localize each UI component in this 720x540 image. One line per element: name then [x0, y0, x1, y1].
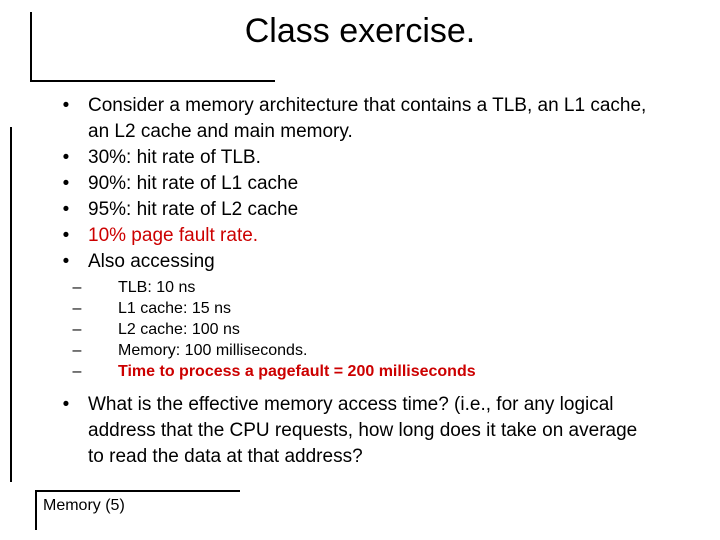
bullet-item [58, 171, 658, 197]
slide-title: Class exercise. [244, 12, 476, 50]
bullet-dot-icon: • [62, 199, 70, 220]
bullet-item [58, 93, 658, 145]
bullet-dot-icon: • [62, 251, 70, 272]
sub-bullet-text: L1 cache: 15 ns [118, 300, 231, 317]
bullet-dot-icon: • [62, 225, 70, 246]
bullet-text: Also accessing [88, 251, 215, 272]
bullet-item [58, 197, 658, 223]
bullet-item-highlight [58, 223, 658, 249]
dash-icon: – [72, 321, 82, 338]
sub-bullet-text: TLB: 10 ns [118, 279, 196, 296]
slide-footer: Memory (5) [43, 497, 125, 514]
bullet-text: 90%: hit rate of L1 cache [88, 173, 299, 194]
body-left-rule [10, 127, 12, 482]
bullet-item [58, 145, 658, 171]
sub-bullet-item [58, 319, 658, 340]
title-underline-rule [30, 80, 275, 82]
sub-bullet-item [58, 298, 658, 319]
footer-left-rule [35, 490, 37, 530]
bullet-item [58, 249, 658, 275]
dash-icon: – [72, 279, 82, 296]
sub-bullet-item [58, 277, 658, 298]
sub-bullet-item-highlight [58, 361, 658, 382]
sub-bullet-text: L2 cache: 100 ns [118, 321, 240, 338]
bullet-dot-icon: • [62, 394, 70, 415]
dash-icon: – [72, 300, 82, 317]
title-left-rule [30, 12, 32, 82]
bullet-text: 30%: hit rate of TLB. [88, 147, 261, 168]
sub-bullet-text: Time to process a pagefault = 200 milliseconds [118, 363, 476, 380]
bullet-dot-icon: • [62, 173, 70, 194]
footer-top-rule [35, 490, 240, 492]
question-item [58, 392, 658, 470]
bullet-text: 95%: hit rate of L2 cache [88, 199, 299, 220]
bullet-text: Consider a memory architecture that contains a TLB, an L1 cache, an L2 cache and main memory. [88, 95, 647, 142]
bullet-text: 10% page fault rate. [88, 225, 259, 246]
bullet-dot-icon: • [62, 147, 70, 168]
question-text: What is the effective memory access time? (i.e., for any logical address that the CPU requests, how long does it take on average to read the data at that address? [88, 394, 638, 467]
bullet-list [58, 93, 658, 470]
sub-bullet-text: Memory: 100 milliseconds. [118, 342, 308, 359]
sub-bullet-list [58, 277, 658, 382]
bullet-dot-icon: • [62, 95, 70, 116]
sub-bullet-item [58, 340, 658, 361]
dash-icon: – [72, 342, 82, 359]
dash-icon: – [72, 363, 82, 380]
